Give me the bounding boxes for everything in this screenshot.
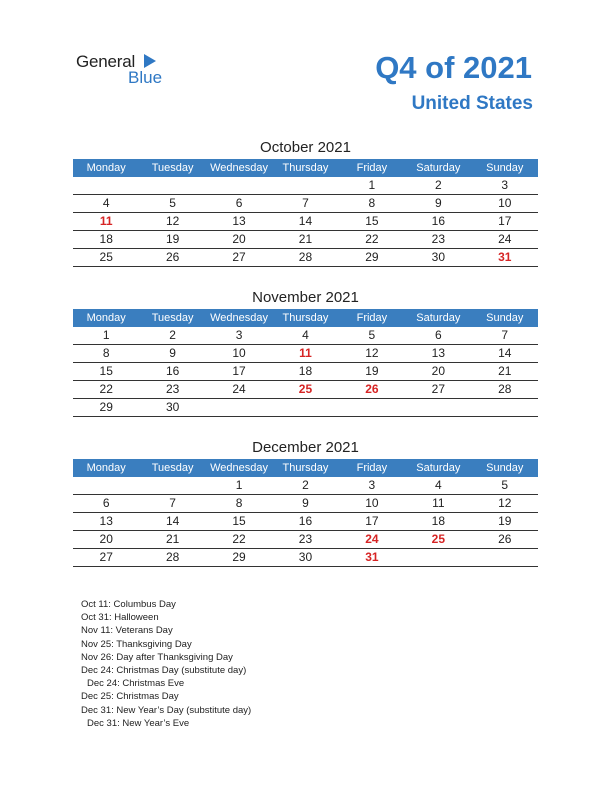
day-cell: 11 — [272, 345, 338, 363]
brand-name-blue: Blue — [128, 68, 163, 87]
day-cell: 20 — [206, 231, 272, 249]
day-cell: 1 — [73, 327, 139, 345]
day-cell: 17 — [206, 363, 272, 381]
day-cell: 27 — [206, 249, 272, 267]
day-cell: 7 — [139, 495, 205, 513]
day-cell — [339, 399, 405, 417]
day-cell: 19 — [339, 363, 405, 381]
weekday-header: Saturday — [405, 459, 471, 477]
week-row — [73, 495, 538, 513]
day-cell: 8 — [339, 195, 405, 213]
week-row — [73, 231, 538, 249]
week-row — [73, 381, 538, 399]
day-cell — [73, 177, 139, 195]
note-item: Dec 31: New Year’s Day (substitute day) — [81, 704, 252, 716]
weekday-header: Thursday — [272, 309, 338, 327]
day-cell: 12 — [472, 495, 538, 513]
day-cell: 13 — [73, 513, 139, 531]
day-cell: 17 — [339, 513, 405, 531]
day-cell: 6 — [73, 495, 139, 513]
day-cell: 17 — [472, 213, 538, 231]
day-cell: 5 — [339, 327, 405, 345]
day-cell: 25 — [405, 531, 471, 549]
weekday-header: Thursday — [272, 459, 338, 477]
day-cell: 4 — [73, 195, 139, 213]
page-title: Q4 of 2021 — [375, 50, 532, 85]
note-item: Dec 24: Christmas Day (substitute day) — [81, 665, 247, 677]
day-cell: 13 — [405, 345, 471, 363]
flag-icon — [144, 54, 156, 68]
day-cell: 10 — [339, 495, 405, 513]
day-cell: 29 — [339, 249, 405, 267]
weekday-header: Monday — [73, 309, 139, 327]
day-cell: 30 — [139, 399, 205, 417]
day-cell: 15 — [73, 363, 139, 381]
week-row — [73, 327, 538, 345]
day-cell: 16 — [405, 213, 471, 231]
day-cell: 26 — [472, 531, 538, 549]
week-row — [73, 363, 538, 381]
week-row — [73, 531, 538, 549]
day-cell: 22 — [206, 531, 272, 549]
day-cell: 2 — [272, 477, 338, 495]
day-cell: 12 — [339, 345, 405, 363]
day-cell — [206, 177, 272, 195]
day-cell — [73, 477, 139, 495]
day-cell: 18 — [272, 363, 338, 381]
week-row — [73, 345, 538, 363]
day-cell: 16 — [139, 363, 205, 381]
day-cell: 21 — [139, 531, 205, 549]
day-cell: 30 — [272, 549, 338, 567]
day-cell: 22 — [73, 381, 139, 399]
week-row — [73, 177, 538, 195]
calendar-grid — [73, 159, 538, 267]
note-item: Nov 26: Day after Thanksgiving Day — [81, 651, 233, 663]
day-cell — [405, 399, 471, 417]
day-cell: 28 — [472, 381, 538, 399]
day-cell: 31 — [339, 549, 405, 567]
day-cell: 7 — [472, 327, 538, 345]
day-cell: 28 — [139, 549, 205, 567]
brand-logo — [76, 52, 186, 88]
page-subtitle: United States — [411, 93, 533, 114]
day-cell: 9 — [139, 345, 205, 363]
day-cell — [272, 399, 338, 417]
day-cell: 15 — [339, 213, 405, 231]
day-cell: 12 — [139, 213, 205, 231]
weekday-header-row — [73, 459, 538, 477]
week-row — [73, 513, 538, 531]
day-cell: 19 — [472, 513, 538, 531]
day-cell: 26 — [139, 249, 205, 267]
day-cell: 19 — [139, 231, 205, 249]
day-cell: 8 — [73, 345, 139, 363]
day-cell: 2 — [405, 177, 471, 195]
weekday-header: Tuesday — [139, 159, 205, 177]
weekday-header: Sunday — [472, 459, 538, 477]
day-cell: 22 — [339, 231, 405, 249]
weekday-header: Wednesday — [206, 159, 272, 177]
day-cell: 30 — [405, 249, 471, 267]
day-cell: 25 — [73, 249, 139, 267]
day-cell: 16 — [272, 513, 338, 531]
day-cell: 4 — [405, 477, 471, 495]
weekday-header: Tuesday — [139, 309, 205, 327]
day-cell: 3 — [339, 477, 405, 495]
note-item: Oct 31: Halloween — [81, 612, 159, 624]
month-title: December 2021 — [252, 439, 359, 456]
week-row — [73, 399, 538, 417]
weekday-header: Monday — [73, 159, 139, 177]
month-december — [73, 437, 538, 567]
weekday-header: Saturday — [405, 309, 471, 327]
day-cell: 27 — [405, 381, 471, 399]
day-cell: 29 — [206, 549, 272, 567]
month-title: October 2021 — [260, 139, 351, 156]
day-cell — [206, 399, 272, 417]
day-cell: 3 — [206, 327, 272, 345]
weekday-header: Thursday — [272, 159, 338, 177]
weekday-header: Sunday — [472, 309, 538, 327]
day-cell — [139, 177, 205, 195]
day-cell: 9 — [272, 495, 338, 513]
day-cell: 20 — [73, 531, 139, 549]
day-cell: 23 — [139, 381, 205, 399]
day-cell: 26 — [339, 381, 405, 399]
day-cell: 29 — [73, 399, 139, 417]
day-cell: 6 — [405, 327, 471, 345]
day-cell: 24 — [472, 231, 538, 249]
weekday-header-row — [73, 309, 538, 327]
note-item: Oct 11: Columbus Day — [81, 599, 176, 610]
note-item: Dec 31: New Year’s Eve — [87, 717, 190, 729]
day-cell: 11 — [73, 213, 139, 231]
calendar-grid — [73, 459, 538, 567]
day-cell: 24 — [339, 531, 405, 549]
day-cell: 4 — [272, 327, 338, 345]
day-cell: 31 — [472, 249, 538, 267]
note-item: Dec 25: Christmas Day — [81, 691, 179, 703]
day-cell — [405, 549, 471, 567]
day-cell — [472, 549, 538, 567]
day-cell: 1 — [339, 177, 405, 195]
day-cell: 2 — [139, 327, 205, 345]
week-row — [73, 477, 538, 495]
day-cell: 1 — [206, 477, 272, 495]
day-cell: 7 — [272, 195, 338, 213]
weekday-header: Friday — [339, 159, 405, 177]
day-cell: 5 — [139, 195, 205, 213]
day-cell: 8 — [206, 495, 272, 513]
month-october — [73, 137, 538, 267]
day-cell: 28 — [272, 249, 338, 267]
holiday-notes — [81, 598, 251, 730]
day-cell: 13 — [206, 213, 272, 231]
brand-name-general: General — [76, 52, 136, 71]
day-cell: 6 — [206, 195, 272, 213]
weekday-header-row — [73, 159, 538, 177]
weekday-header: Tuesday — [139, 459, 205, 477]
day-cell: 27 — [73, 549, 139, 567]
weekday-header: Wednesday — [206, 459, 272, 477]
day-cell: 24 — [206, 381, 272, 399]
week-row — [73, 249, 538, 267]
weekday-header: Saturday — [405, 159, 471, 177]
day-cell: 21 — [272, 231, 338, 249]
day-cell: 25 — [272, 381, 338, 399]
day-cell: 10 — [472, 195, 538, 213]
day-cell: 23 — [405, 231, 471, 249]
day-cell: 9 — [405, 195, 471, 213]
note-item: Dec 24: Christmas Eve — [87, 678, 185, 690]
calendar-grid — [73, 309, 538, 417]
week-row — [73, 213, 538, 231]
day-cell: 18 — [405, 513, 471, 531]
day-cell: 11 — [405, 495, 471, 513]
weekday-header: Friday — [339, 459, 405, 477]
day-cell: 15 — [206, 513, 272, 531]
day-cell: 14 — [472, 345, 538, 363]
day-cell: 18 — [73, 231, 139, 249]
weekday-header: Friday — [339, 309, 405, 327]
weekday-header: Sunday — [472, 159, 538, 177]
day-cell: 23 — [272, 531, 338, 549]
day-cell: 20 — [405, 363, 471, 381]
day-cell: 5 — [472, 477, 538, 495]
day-cell — [139, 477, 205, 495]
day-cell: 14 — [272, 213, 338, 231]
day-cell — [472, 399, 538, 417]
note-item: Nov 25: Thanksgiving Day — [81, 638, 192, 650]
weekday-header: Monday — [73, 459, 139, 477]
day-cell — [272, 177, 338, 195]
day-cell: 10 — [206, 345, 272, 363]
week-row — [73, 549, 538, 567]
weekday-header: Wednesday — [206, 309, 272, 327]
month-title: November 2021 — [252, 289, 359, 306]
month-november — [73, 287, 538, 417]
week-row — [73, 195, 538, 213]
note-item: Nov 11: Veterans Day — [81, 625, 173, 637]
day-cell: 21 — [472, 363, 538, 381]
day-cell: 14 — [139, 513, 205, 531]
day-cell: 3 — [472, 177, 538, 195]
